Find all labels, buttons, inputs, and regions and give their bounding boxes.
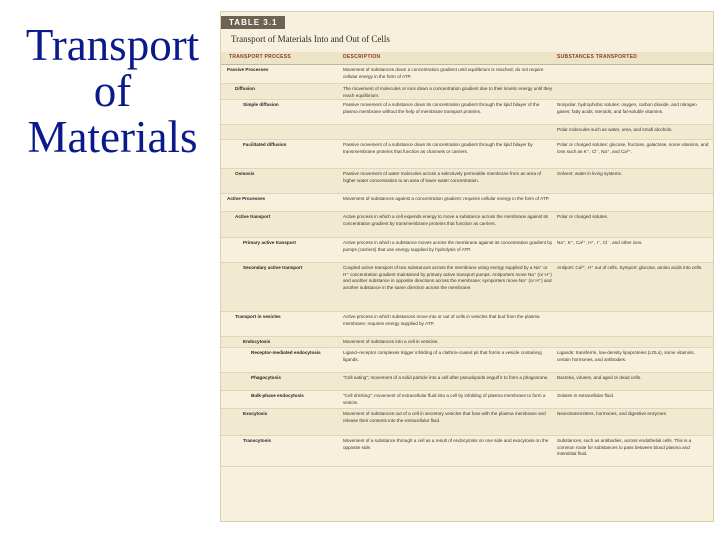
description-cell: "Cell drinking"; movement of extracellular fluid into a cell by infolding of plasma membrane to form a vesicle.	[343, 393, 546, 405]
substances-cell: Substances, such as antibodies, across endothelial cells. This is a common route for substances to pass between blood plasma and interstitial fluid.	[557, 438, 692, 457]
table-row	[221, 312, 713, 337]
transport-process-cell: Passive Processes	[227, 67, 269, 72]
substances-cell: Solvent: water in living systems.	[557, 171, 623, 176]
description-cell: The movement of molecules or ions down a concentration gradient due to their kinetic energy until they reach equilibrium.	[343, 86, 553, 98]
table-label: TABLE 3.1	[221, 16, 285, 29]
description-cell: Movement of substances out of a cell in secretory vesicles that fuse with the plasma membrane and release their contents into the extracellular fluid.	[343, 411, 546, 423]
table-row	[221, 238, 713, 263]
transport-process-cell: Transcytosis	[243, 438, 272, 443]
table-header-row	[221, 52, 713, 65]
transport-process-cell: Active Processes	[227, 196, 266, 201]
description-cell: Ligand–receptor complexes trigger infolding of a clathrin-coated pit that forms a vesicle containing ligands.	[343, 350, 542, 362]
transport-process-cell: Receptor-mediated endocytosis	[251, 350, 321, 355]
transport-process-cell: Endocytosis	[243, 339, 271, 344]
table-row	[221, 100, 713, 125]
substances-cell: Solutes in extracellular fluid.	[557, 393, 615, 398]
header-description: DESCRIPTION	[343, 54, 381, 60]
description-cell: Active process in which a substance moves across the membrane against its concentration gradient by pumps (carriers) that use energy supplied by hydrolysis of ATP.	[343, 240, 553, 252]
slide-title-line-3: Materials	[27, 112, 198, 162]
transport-process-cell: Active transport	[235, 214, 271, 219]
transport-process-cell: Transport in vesicles	[235, 314, 281, 319]
table-row	[221, 337, 713, 348]
substances-cell: Polar or charged solutes: glucose, fructose, galactose, some vitamins, and ions such as K⁺, Cl⁻, Na⁺, and Ca²⁺.	[557, 142, 709, 154]
table-row	[221, 140, 713, 169]
table-row	[221, 263, 713, 312]
substances-cell: Polar or charged solutes.	[557, 214, 609, 219]
table-row	[221, 373, 713, 391]
description-cell: "Cell eating"; movement of a solid particle into a cell after pseudopods engulf it to form a phagosome.	[343, 375, 549, 380]
transport-process-cell: Primary active transport	[243, 240, 296, 245]
table-body	[221, 65, 713, 467]
table-row	[221, 436, 713, 467]
substances-cell: Nonpolar, hydrophobic solutes: oxygen, carbon dioxide, and nitrogen gases; fatty acids; steroids; and fat-soluble vitamins.	[557, 102, 697, 114]
table-image	[220, 11, 714, 522]
description-cell: Movement of substances down a concentration gradient until equilibrium is reached; do not require cellular energy in the form of ATP.	[343, 67, 544, 79]
transport-process-cell: Osmosis	[235, 171, 255, 176]
table-row	[221, 348, 713, 373]
description-cell: Passive movement of water molecules across a selectively permeable membrane from an area of higher water concentration to an area of lower water concentration.	[343, 171, 542, 183]
transport-process-cell: Exocytosis	[243, 411, 268, 416]
slide-title-line-2: of	[93, 66, 132, 116]
description-cell: Active process in which a cell expends energy to move a substance across the membrane against its concentration gradient by transmembrane proteins that function as carriers.	[343, 214, 549, 226]
substances-cell: Ligands: transferrin, low-density lipoproteins (LDLs), some vitamins, certain hormones, and antibodies.	[557, 350, 695, 362]
table-row	[221, 125, 713, 140]
substances-cell: Antiport: Ca²⁺, H⁺ out of cells. Symport: glucose, amino acids into cells.	[557, 265, 703, 270]
description-cell: Movement of substances into a cell in vesicles.	[343, 339, 439, 344]
description-cell: Passive movement of a substance down its concentration gradient through the lipid bilayer by transmembrane proteins that function as channels or carriers.	[343, 142, 533, 154]
description-cell: Active process in which substances move into or out of cells in vesicles that bud from the plasma membrane; requires energy supplied by ATP.	[343, 314, 540, 326]
transport-process-cell: Bulk-phase endocytosis	[251, 393, 304, 398]
slide-title	[10, 22, 215, 160]
table-row	[221, 391, 713, 409]
description-cell: Coupled active transport of two substances across the membrane using energy supplied by a Na⁺ or H⁺ concentration gradient maintained by primary active transport pumps. Antiporters move Na⁺ (or H⁺) and another substance in opposite directions across the membrane; symporters move Na⁺ (or H⁺) and another substance in the same direction across the membrane.	[343, 265, 552, 290]
description-cell: Passive movement of a substance down its concentration gradient through the lipid bilayer of the plasma membrane without the help of membrane transport proteins.	[343, 102, 540, 114]
table-caption: Transport of Materials Into and Out of Cells	[231, 34, 390, 44]
header-transport-process: TRANSPORT PROCESS	[229, 54, 292, 60]
table-row	[221, 169, 713, 194]
table-row	[221, 212, 713, 238]
table-row	[221, 409, 713, 436]
substances-cell: Na⁺, K⁺, Ca²⁺, H⁺, I⁻, Cl⁻, and other ions.	[557, 240, 643, 245]
slide-title-line-1: Transport	[25, 20, 200, 70]
substances-cell: Neurotransmitters, hormones, and digestive enzymes.	[557, 411, 668, 416]
header-substances: SUBSTANCES TRANSPORTED	[557, 54, 638, 60]
transport-process-cell: Simple diffusion	[243, 102, 279, 107]
substances-cell: Polar molecules such as water, urea, and small alcohols.	[557, 127, 673, 132]
table-row	[221, 65, 713, 84]
transport-process-cell: Facilitated diffusion	[243, 142, 287, 147]
table-row	[221, 194, 713, 212]
description-cell: Movement of substances against a concentration gradient; requires cellular energy in the form of ATP.	[343, 196, 550, 201]
transport-process-cell: Phagocytosis	[251, 375, 281, 380]
table-row	[221, 84, 713, 100]
transport-process-cell: Secondary active transport	[243, 265, 303, 270]
transport-process-cell: Diffusion	[235, 86, 255, 91]
substances-cell: Bacteria, viruses, and aged or dead cells.	[557, 375, 642, 380]
description-cell: Movement of a substance through a cell as a result of endocytosis on one side and exocytosis on the opposite side.	[343, 438, 549, 450]
